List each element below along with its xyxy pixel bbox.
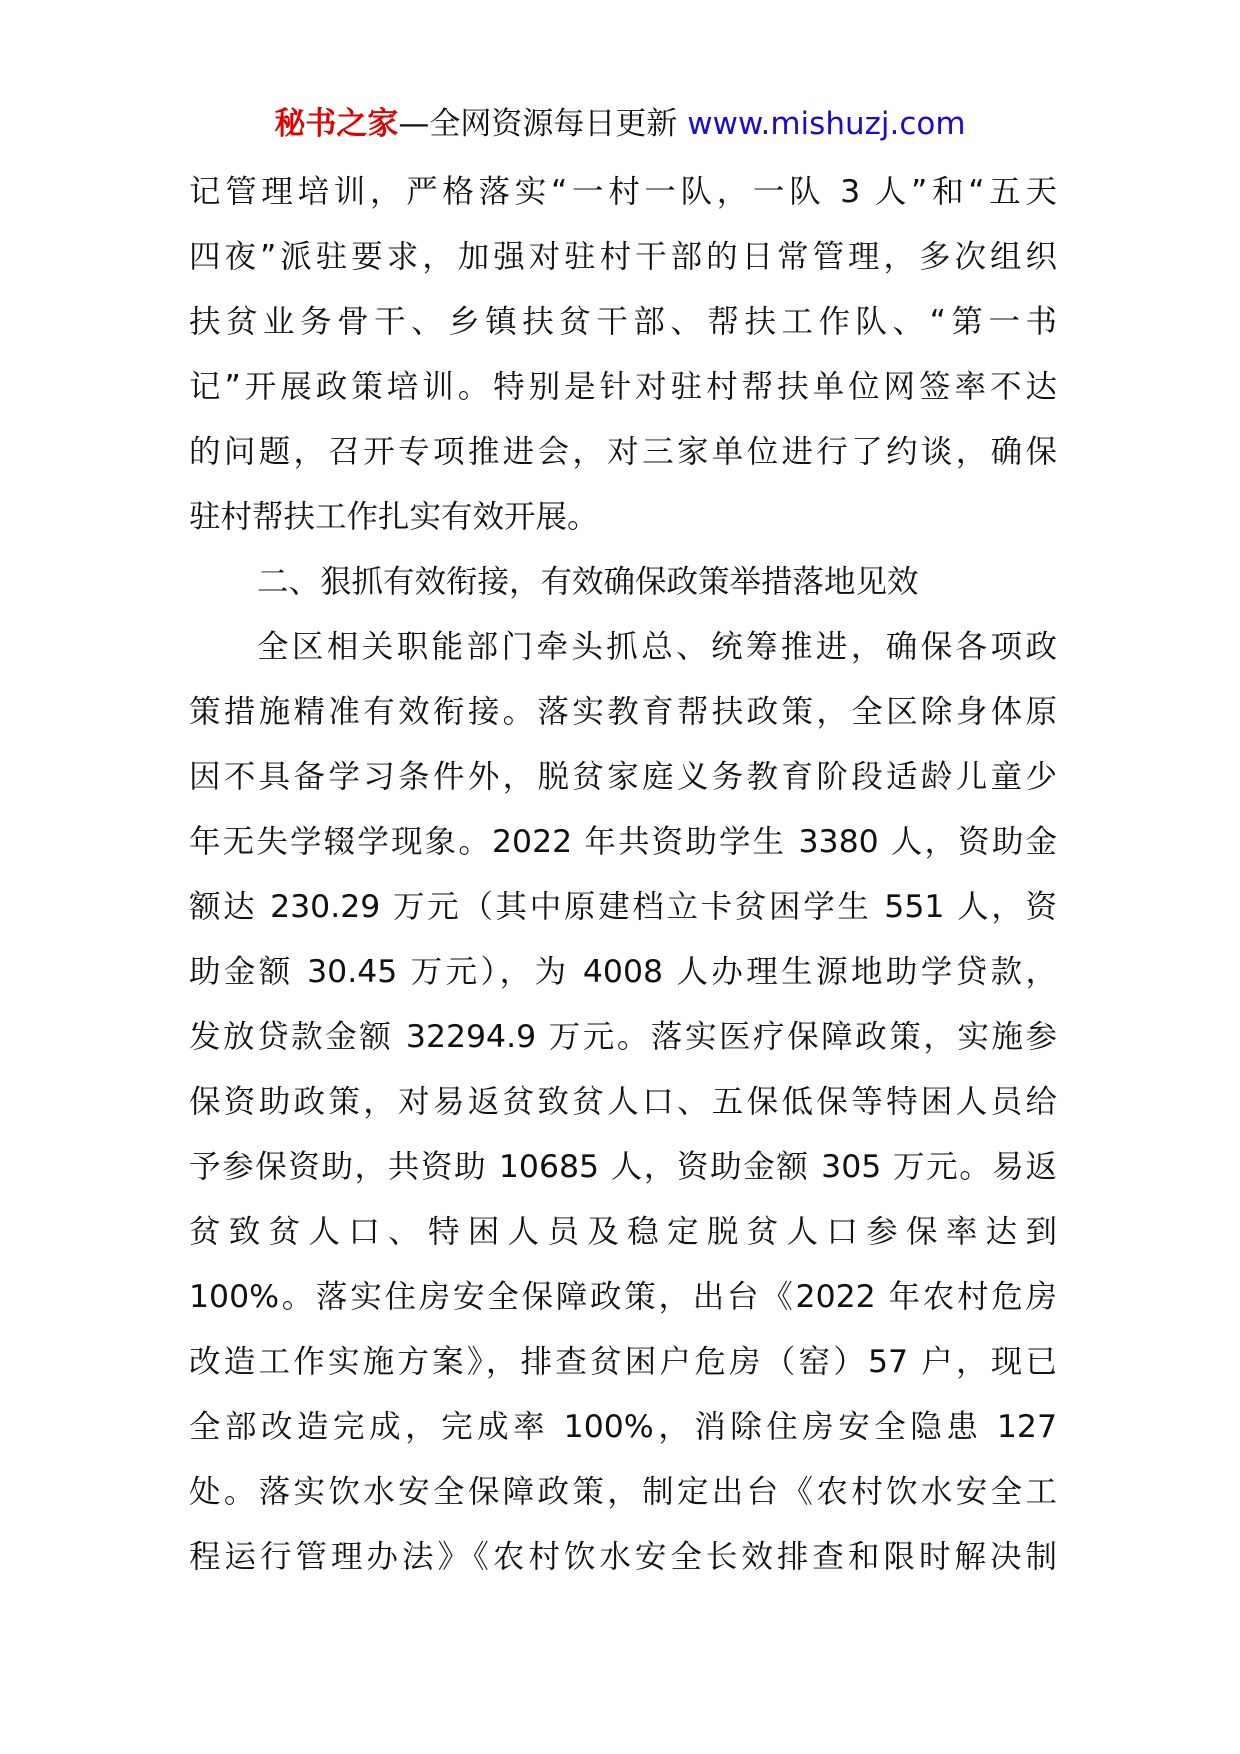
- document-body: [189, 160, 1057, 1590]
- text-line: 因不具备学习条件外，脱贫家庭义务教育阶段适龄儿童少: [189, 759, 1057, 795]
- site-brand: 秘书之家: [274, 106, 399, 142]
- text-line: 额达 230.29 万元（其中原建档立卡贫困学生 551 人，资: [189, 889, 1057, 925]
- text-line: 扶贫业务骨干、乡镇扶贫干部、帮扶工作队、“第一书: [189, 304, 1057, 340]
- text-line: 程运行管理办法》《农村饮水安全长效排查和限时解决制: [189, 1539, 1057, 1575]
- text-line: 记”开展政策培训。特别是针对驻村帮扶单位网签率不达: [189, 369, 1057, 405]
- site-header: [0, 104, 1240, 144]
- text-line: 处。落实饮水安全保障政策，制定出台《农村饮水安全工: [189, 1474, 1057, 1510]
- text-line: 全部改造完成，完成率 100%，消除住房安全隐患 127: [189, 1409, 1057, 1445]
- text-line: 发放贷款金额 32294.9 万元。落实医疗保障政策，实施参: [189, 1019, 1057, 1055]
- text-line: 100%。落实住房安全保障政策，出台《2022 年农村危房: [189, 1279, 1057, 1315]
- text-line: 改造工作实施方案》，排查贫困户危房（窑）57 户，现已: [189, 1344, 1057, 1380]
- section-heading: 二、狠抓有效衔接，有效确保政策举措落地见效: [257, 564, 919, 600]
- text-line: 策措施精准有效衔接。落实教育帮扶政策，全区除身体原: [189, 694, 1057, 730]
- text-line: 年无失学辍学现象。2022 年共资助学生 3380 人，资助金: [189, 824, 1057, 860]
- text-line: 驻村帮扶工作扎实有效开展。: [189, 499, 599, 535]
- text-line: 助金额 30.45 万元），为 4008 人办理生源地助学贷款，: [189, 954, 1057, 990]
- paragraph-first-line: 全区相关职能部门牵头抓总、统筹推进，确保各项政: [257, 629, 1057, 665]
- text-line: 四夜”派驻要求，加强对驻村干部的日常管理，多次组织: [189, 239, 1057, 275]
- site-tagline: —全网资源每日更新: [398, 106, 688, 142]
- text-line: 贫致贫人口、特困人员及稳定脱贫人口参保率达到: [189, 1214, 1057, 1250]
- text-line: 予参保资助，共资助 10685 人，资助金额 305 万元。易返: [189, 1149, 1057, 1185]
- text-line: 的问题，召开专项推进会，对三家单位进行了约谈，确保: [189, 434, 1057, 470]
- text-line: 记管理培训，严格落实“一村一队，一队 3 人”和“五天: [189, 174, 1057, 210]
- site-url-link[interactable]: www.mishuzj.com: [687, 106, 966, 142]
- text-line: 保资助政策，对易返贫致贫人口、五保低保等特困人员给: [189, 1084, 1057, 1120]
